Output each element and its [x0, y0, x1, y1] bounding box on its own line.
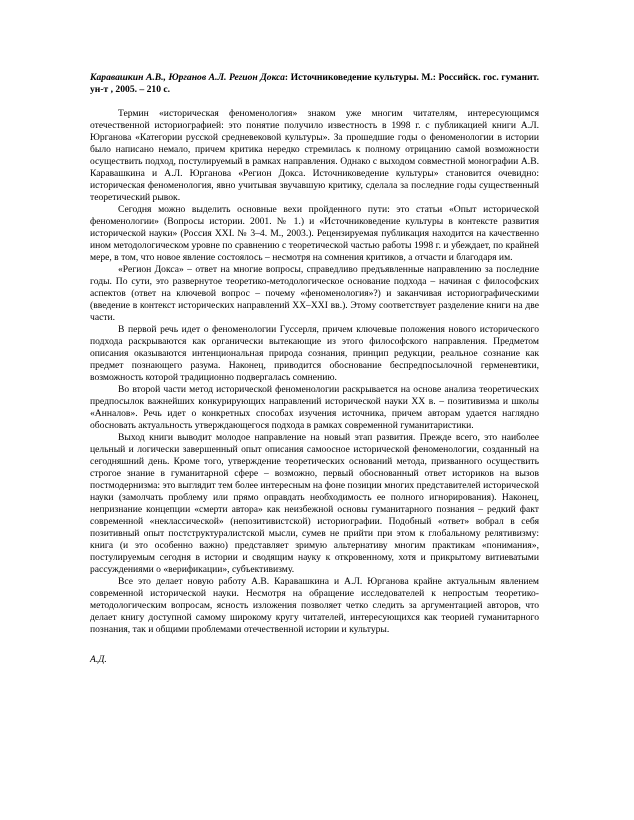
paragraph: Сегодня можно выделить основные вехи пройденного пути: это статьи «Опыт исторической феноменологии» (Вопросы истории. 2001. № 1.) и «Источниковедение культуры в контексте развития исторической науки» (Россия XXI. № 3–4. М., 2003.). Рецензируемая публикация находится на качественно ином методологическом уровне по сравнению с теоретической частью работы 1998 г. и убеждает, по крайней мере, в том, что новое явление состоялось – несмотря на сомнения критиков, а отчасти и благодаря им.: [90, 204, 539, 263]
paragraph: «Регион Докса» – ответ на многие вопросы, справедливо предъявленные направлению за последние годы. По сути, это развернутое теоретико-методологическое основание подхода – начиная с философских аспектов (ответ на ключевой вопрос – почему «феноменология»?) и заканчивая историографическими (введение в контекст исторических направлений XX–XXI вв.). Этому соответствует разделение книги на две части.: [90, 264, 539, 323]
bibliographic-citation: [90, 72, 539, 96]
paragraph: Выход книги выводит молодое направление на новый этап развития. Прежде всего, это наиболее цельный и логически завершенный опыт описания самоосное исторической феноменологии, созданный на сегодняшний день. Кроме того, утверждение теоретических оснований метода, призванного осуществить строгое знание в гуманитарной сфере – возможно, первый обоснованный ответ историков на вызов постмодернизма: это выглядит тем более интересным на фоне позиции многих представителей исторической науки (замолчать проблему или прямо оправдать необходимость ее полного игнорирования). Наконец, непризнание концепции «смерти автора» как неизбежной основы гуманитарного познания – редкий факт современной «неклассической» (непозитивистской) историографии. Подобный «ответ» вобрал в себя позитивный опыт постструктуралистской мысли, сумев не прийти при этом к глобальному релятивизму: книга (и это особенно важно) представляет зримую альтернативу многим практикам «понимания», постулируемым сегодня в истории и сводящим науку к откровенному, хотя и прикрытому витиеватыми рассуждениями о «верификации», субъективизму.: [90, 432, 539, 575]
paragraph: В первой речь идет о феноменологии Гуссерля, причем ключевые положения нового исторического подхода раскрываются как органически вытекающие из этого философского направления. Предметом описания оказываются интенциональная природа сознания, принцип редукции, реальное сознание как предмет познающего разума. Наконец, приводится обоснование беспредпосылочной герменевтики, возможность которой традиционно подвергалась сомнению.: [90, 324, 539, 383]
citation-publication: : Источниковедение культуры. М.: Российск. гос. гуманит. ун-т , 2005. – 210 с.: [90, 72, 540, 95]
reviewer-signature: А.Д.: [90, 654, 107, 665]
paragraph: Все это делает новую работу А.В. Каравашкина и А.Л. Юрганова крайне актуальным явлением современной исторической науки. Несмотря на обращение исследователей к непростым теоретико-методологическим вопросам, ясность изложения позволяет четко следить за аргументацией авторов, что делает книгу доступной самому широкому кругу читателей, интересующихся как теорией гуманитарного познания, так и общими проблемами отечественной истории и культуры.: [90, 576, 539, 635]
citation-title: Регион Докса: [228, 72, 285, 83]
citation-authors: Каравашкин А.В., Юрганов А.Л.: [90, 72, 227, 83]
review-page: [90, 72, 539, 666]
paragraph: Термин «историческая феноменология» знаком уже многим читателям, интересующимся отечественной историографией: это понятие получило известность в 1998 г. с публикацией книги А.Л. Юрганова «Категории русской средневековой культуры». За прошедшие годы о феноменологии в истории было написано немало, причем критика нередко стремилась к полному отрицанию самой возможности осуществить подход, постулируемый в рамках направления. Однако с выходом совместной монографии А.В. Каравашкина и А.Л. Юрганова «Регион Докса. Источниковедение культуры» становится очевидно: историческая феноменология, явно учитывая звучавшую критику, сделала за последние годы существенный теоретический рывок.: [90, 108, 539, 203]
paragraph: Во второй части метод исторической феноменологии раскрывается на основе анализа теоретических предпосылок важнейших конкурирующих направлений исторической науки XX в. – позитивизма и школы «Анналов». Речь идет о конкретных способах изучения источника, причем авторам удается наглядно обосновать актуальность утверждающегося подхода в рамках современной гуманитаристики.: [90, 384, 539, 431]
